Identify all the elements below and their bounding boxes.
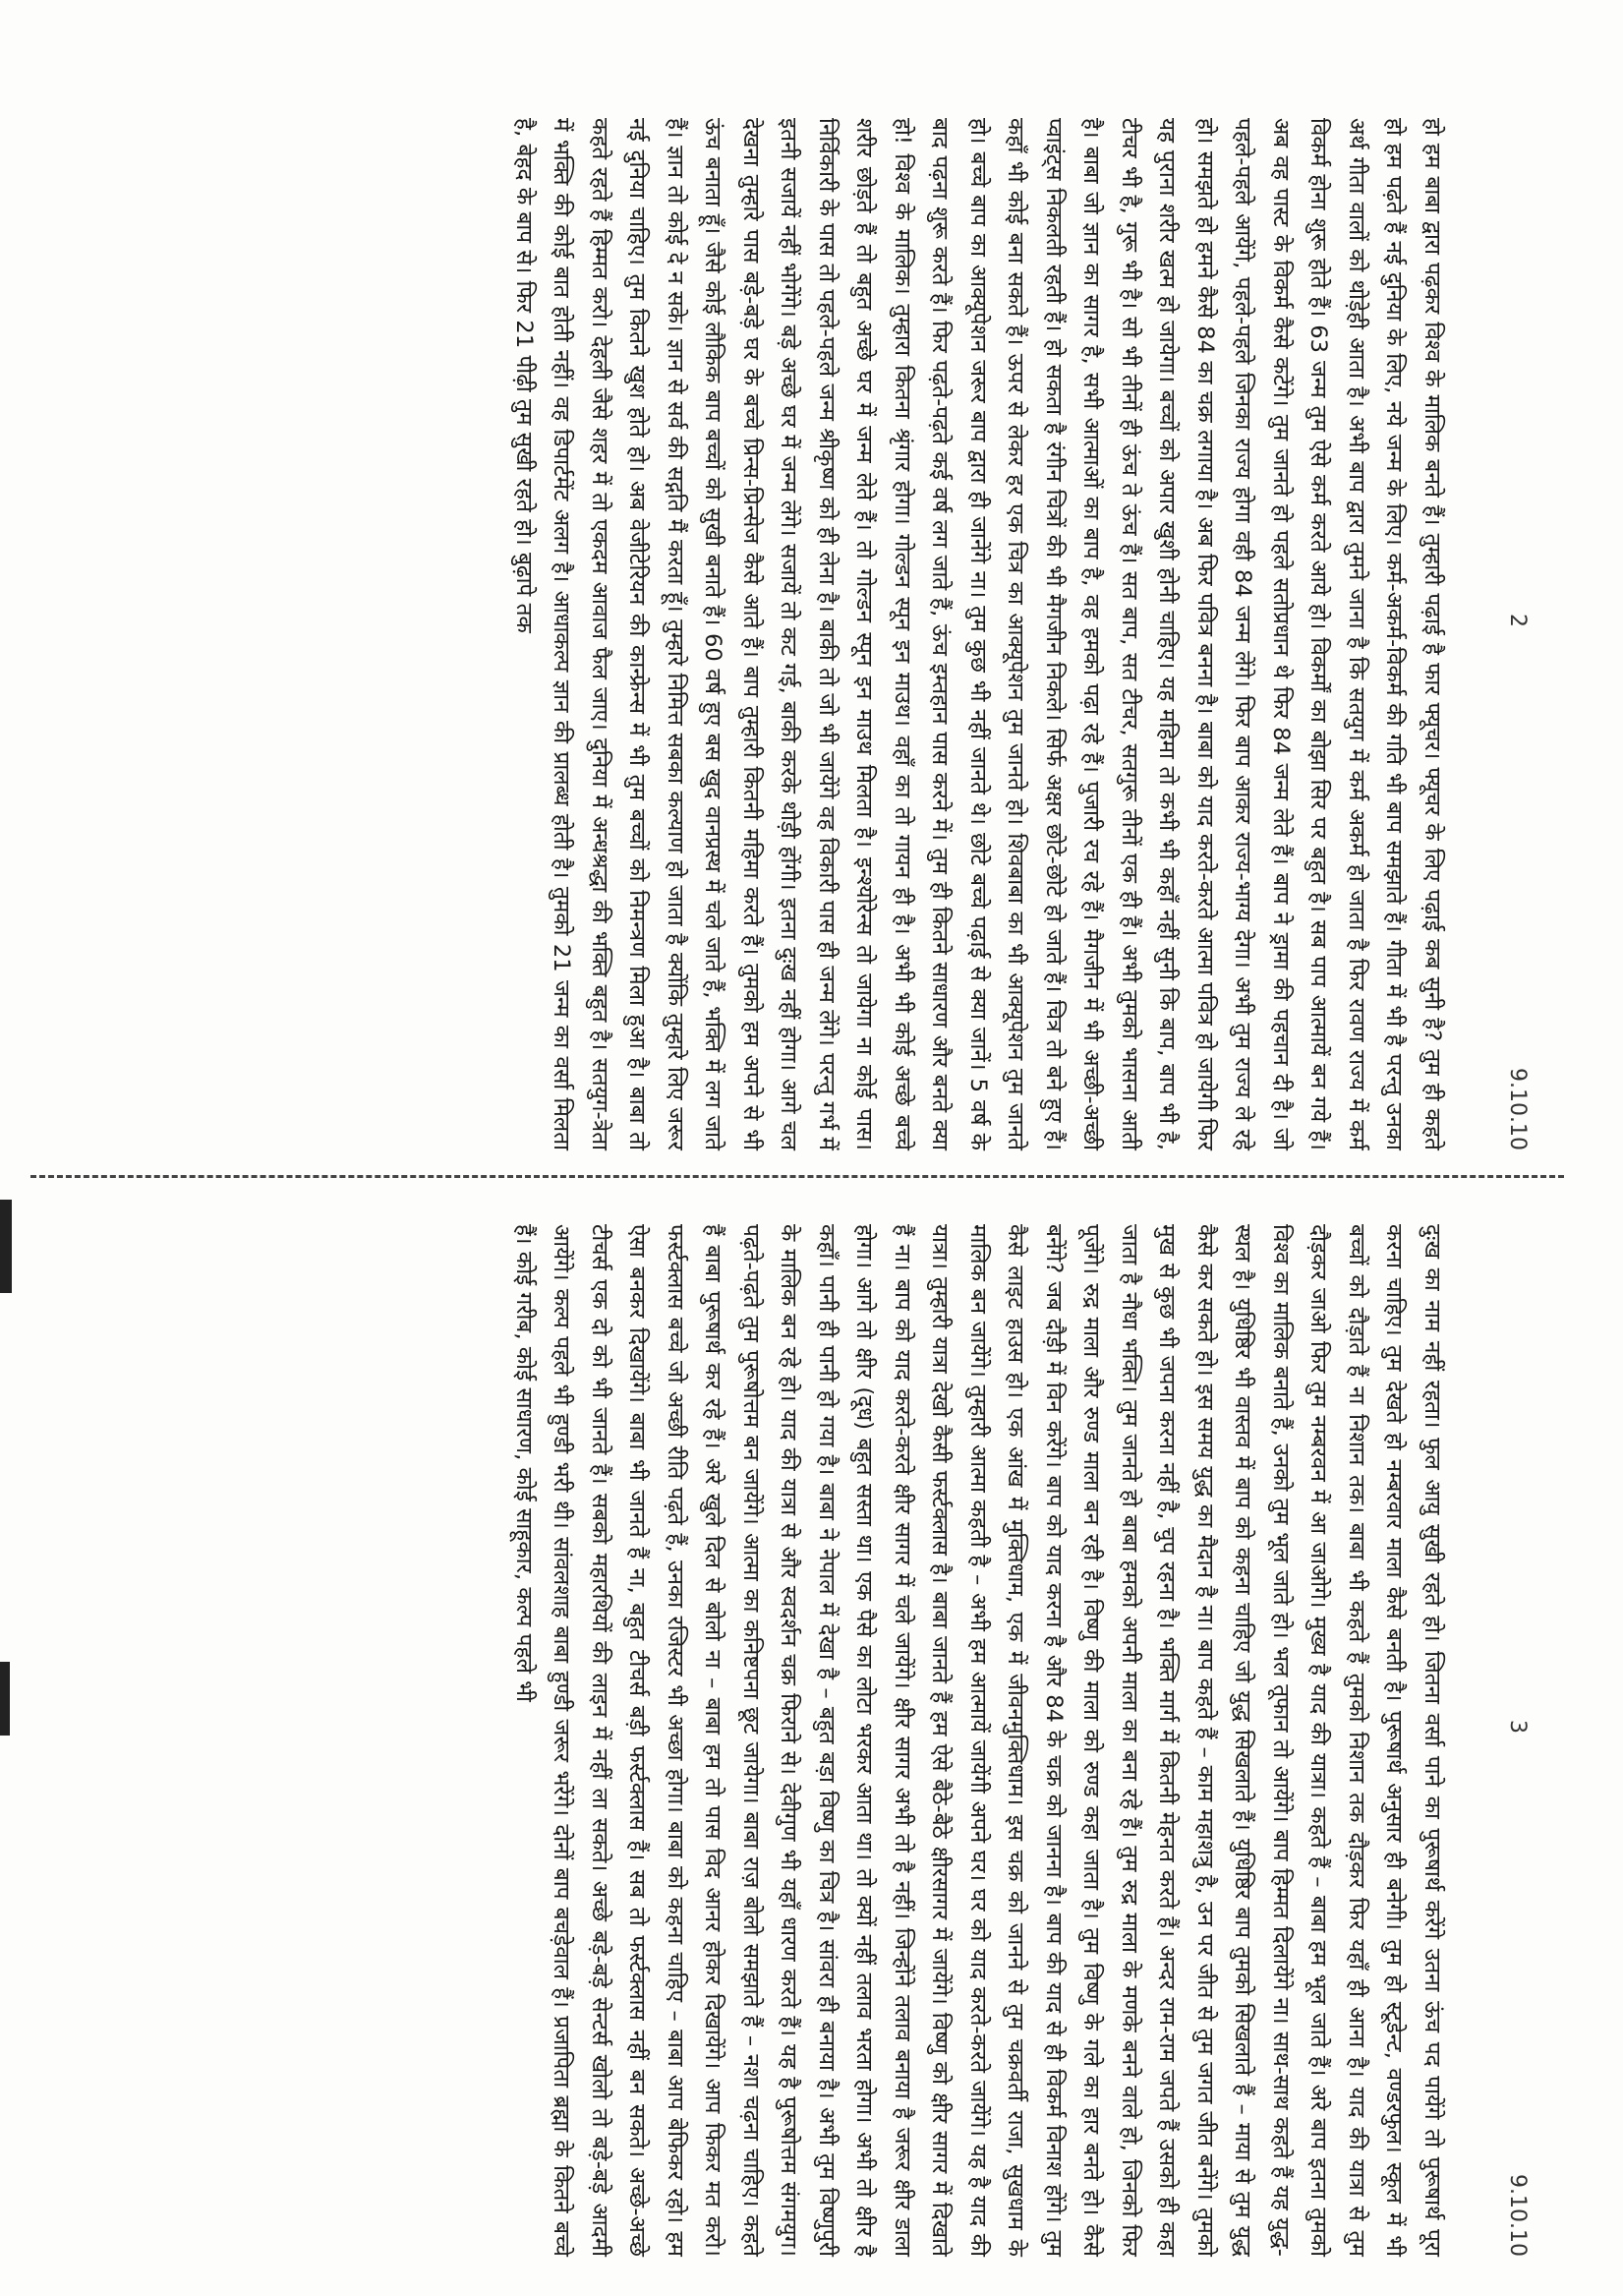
page-number: 2	[1505, 614, 1530, 627]
right-page-column	[45, 1224, 1530, 2257]
page-number: 3	[1505, 1720, 1530, 1734]
left-page-column	[45, 118, 1530, 1151]
page-text: दुःख का नाम नहीं रहता। फुल आयु सुखी रहते हो। जितना वर्सा पाने का पुरूषार्थ करेंगे उतना ऊंच पद पायेंगे तो पुरूषार्थ पूरा करना चाहिए। तुम देखते हो नम्बरवार माला कैसे बनती है। पुरूषार्थ अनुसार ही बनेगी। तुम हो स्टूडेन्ट, वण्डरफुल। स्कूल में भी बच्चों को दौड़ाते हैं ना निशान तक। बाबा भी कहते हैं तुमको निशान तक दौड़कर फिर यहाँ ही आना है। याद की यात्रा से तुम दौड़कर जाओ फिर तुम नम्बरवन में आ जाओगे। मुख्य है याद की यात्रा। कहते हैं – बाबा हम भूल जाते हैं। अरे बाप इतना तुमको विश्व का मालिक बनाते हैं, उनको तुम भूल जाते हो। भल तूफान तो आयेंगे। बाप हिम्मत दिलायेंगे ना। साथ-साथ कहते हैं यह युद्ध-स्थल है। युधिष्ठिर भी वास्तव में बाप को कहना चाहिए जो युद्ध सिखलाते हैं। युधिष्ठिर बाप तुमको सिखलाते हैं – माया से तुम युद्ध कैसे कर सकते हो। इस समय युद्ध का मैदान है ना। बाप कहते हैं – काम महाशत्रु है, उन पर जीत से तुम जगत जीत बनेंगे। तुमको मुख से कुछ भी जपना करना नहीं है, चुप रहना है। भक्ति मार्ग में कितनी मेहनत करते हैं। अन्दर राम-राम जपते हैं उसको ही कहा जाता है नौधा भक्ति। तुम जानते हो बाबा हमको अपनी माला का बना रहे हैं। तुम रुद्र माला के मणके बनने वाले हो, जिनको फिर पूजेंगे। रुद्र माला और रुण्ड माला बन रही है। विष्णु की माला को रुण्ड कहा जाता है। तुम विष्णु के गले का हार बनते हो। कैसे बनेंगे? जब दौड़ी में विन करेंगे। बाप को याद करना है और 84 के चक्र को जानना है। बाप की याद से ही विकर्म विनाश होंगे। तुम कैसे लाइट हाउस हो। एक आंख में मुक्तिधाम, एक में जीवनमुक्तिधाम। इस चक्र को जानने से तुम चक्रवर्ती राजा, सुखधाम के मालिक बन जायेंगे। तुम्हारी आत्मा कहती है – अभी हम आत्मायें जायेंगी अपने घर। घर को याद करते-करते जायेंगे। यह है याद की यात्रा। तुम्हारी यात्रा देखो कैसी फर्स्टक्लास है। बाबा जानते हैं हम ऐसे बैठे-बैठे क्षीरसागर में जायेंगे। विष्णु को क्षीर सागर में दिखाते हैं ना। बाप को याद करते-करते क्षीर सागर में चले जायेंगे। क्षीर सागर अभी तो है नहीं। जिन्होंने तलाव बनाया है जरूर क्षीर डाला होगा। आगे तो क्षीर (दूध) बहुत सस्ता था। एक पैसे का लोटा भरकर आता था। तो क्यों नहीं तलाव भरता होगा। अभी तो क्षीर है कहाँ। पानी ही पानी हो गया है। बाबा ने नेपाल में देखा है – बहुत बड़ा विष्णु का चित्र है। सांवरा ही बनाया है। अभी तुम विष्णुपुरी के मालिक बन रहे हो। याद की यात्रा से और स्वदर्शन चक्र फिराने से। देवीगुण भी यहाँ धारण करते हैं। यह है पुरूषोत्तम संगमयुग। पढ़ते-पढ़ते तुम पुरूषोत्तम बन जायेंगे। आत्मा का कनिष्टपना छूट जायेगा। बाबा राज़ बोलो समझाते हैं – नशा चढ़ना चाहिए। कहते हैं बाबा पुरूषार्थ कर रहे हैं। अरे खुले दिल से बोलो ना – बाबा हम तो पास विद आनर होकर दिखायेंगे। आप फिकर मत करो। फर्स्टक्लास बच्चे जो अच्छी रीति पढ़ते हैं, उनका रजिस्टर भी अच्छा होगा। बाबा को कहना चाहिए – बाबा आप बेफिकर रहो। हम ऐसा बनकर दिखायेंगे। बाबा भी जानते हैं ना, बहुत टीचर्स बड़ी फर्स्टक्लास हैं। सब तो फर्स्टक्लास नहीं बन सकते। अच्छे-अच्छे टीचर्स एक दो को भी जानते हैं। सबको महारथियों की लाइन में नहीं ला सकते। अच्छे बड़े-बड़े सेन्टर्स खोलो तो बड़े-बड़े आदमी आयेंगे। कल्प पहले भी हुण्डी भरी थी। सांवलशाह बाबा हुण्डी जरूर भरेंगे। दोनों बाप बचड़ेवाल हैं। प्रजापिता ब्रह्मा के कितने बच्चे हैं। कोई गरीब, कोई साधारण, कोई साहूकार, कल्प पहले भी	[511, 1224, 1445, 2257]
center-fold-line	[30, 1175, 1564, 1178]
scan-edge-mark	[0, 1662, 10, 1736]
page-text: हो हम बाबा द्वारा पढ़कर विश्व के मालिक बनते हैं। तुम्हारी पढ़ाई है फार फ्यूचर। फ्यूचर के लिए पढ़ाई कब सुनी है? तुम ही कहते हो हम पढ़ते हैं नई दुनिया के लिए, नये जन्म के लिए। कर्म-अकर्म-विकर्म की गति भी बाप समझाते हैं। गीता में भी है परन्तु उनका अर्थ गीता वालों को थोड़ेही आता है। अभी बाप द्वारा तुमने जाना है कि सतयुग में कर्म अकर्म हो जाता है फिर रावण राज्य में कर्म विकर्म होना शुरू होते हैं। 63 जन्म तुम ऐसे कर्म करते आये हो। विकर्मों का बोझा सिर पर बहुत है। सब पाप आत्मायें बन गये हैं। अब वह पास्ट के विकर्म कैसे कटेंगे। तुम जानते हो पहले सतोप्रधान थे फिर 84 जन्म लेते हैं। बाप ने ड्रामा की पहचान दी है। जो पहले-पहले आयेंगे, पहले-पहले जिनका राज्य होगा वही 84 जन्म लेंगे। फिर बाप आकर राज्य-भाग्य देगा। अभी तुम राज्य ले रहे हो। समझते हो हमने कैसे 84 का चक्र लगाया है। अब फिर पवित्र बनना है। बाबा को याद करते-करते आत्मा पवित्र हो जायेगी फिर यह पुराना शरीर खत्म हो जायेगा। बच्चों को अपार खुशी होनी चाहिए। यह महिमा तो कभी भी कहाँ नहीं सुनी कि बाप, बाप भी है, टीचर भी है, गुरू भी है। सो भी तीनों ही ऊंच ते ऊंच हैं। सत बाप, सत टीचर, सतगुरू तीनों एक ही हैं। अभी तुमको भासना आती है। बाबा जो ज्ञान का सागर है, सभी आत्माओं का बाप है, वह हमको पढ़ा रहे हैं। पुजारी रच रहे हैं। मैगजीन में भी अच्छी-अच्छी प्वाइंट्स निकलती रहती हैं। हो सकता है रंगीन चित्रों की भी मैगजीन निकले। सिर्फ अक्षर छोटे-छोटे हो जाते हैं। चित्र तो बने हुए हैं। कहाँ भी कोई बना सकते हैं। ऊपर से लेकर हर एक चित्र का आक्यूपेशन तुम जानते हो। शिवबाबा का भी आक्यूपेशन तुम जानते हो। बच्चे बाप का आक्यूपेशन जरूर बाप द्वारा ही जानेंगे ना। तुम कुछ भी नहीं जानते थे। छोटे बच्चे पढ़ाई से क्या जानें। 5 वर्ष के बाद पढ़ना शुरू करते हैं। फिर पढ़ते-पढ़ते कई वर्ष लग जाते हैं, ऊंच इम्तहान पास करने में। तुम ही कितने साधारण और बनते क्या हो! विश्व के मालिक। तुम्हारा कितना श्रृंगार होगा। गोल्डन स्पून इन माउथ। वहाँ का तो गायन ही है। अभी भी कोई अच्छे बच्चे शरीर छोड़ते हैं तो बहुत अच्छे घर में जन्म लेते हैं। तो गोल्डन स्पून इन माउथ मिलता है। इन्श्योरेन्स तो जायेगा ना कोई पास। निर्विकारी के पास तो पहले-पहले जन्म श्रीकृष्ण को ही लेना है। बाकी तो जो भी जायेंगे वह विकारी पास ही जन्म लेंगे। परन्तु गर्भ में इतनी सजायें नहीं भोगेंगे। बड़े अच्छे घर में जन्म लेंगे। सजायें तो कट गई, बाकी करके थोड़ी होंगी। इतना दुःख नहीं होगा। आगे चल देखना तुम्हारे पास बड़े-बड़े घर के बच्चे प्रिन्स-प्रिन्सेज कैसे आते हैं। बाप तुम्हारी कितनी महिमा करते हैं। तुमको हम अपने से भी ऊंच बनाता हूँ। जैसे कोई लौकिक बाप बच्चों को सुखी बनाते हैं। 60 वर्ष हुए बस खुद वानप्रस्थ में चले जाते हैं, भक्ति में लग जाते हैं। ज्ञान तो कोई दे न सके। ज्ञान से सर्व की सद्गति मैं करता हूँ। तुम्हारे निमित्त सबका कल्याण हो जाता है क्योंकि तुम्हारे लिए जरूर नई दुनिया चाहिए। तुम कितने खुश होते हो। अब वेजीटेरियन की कान्फ्रेन्स में भी तुम बच्चों को निमन्त्रण मिला हुआ है। बाबा तो कहते रहते हैं हिम्मत करो। देहली जैसे शहर में तो एकदम आवाज फैल जाए। दुनिया में अन्धश्रद्धा की भक्ति बहुत है। सतयुग-त्रेता में भक्ति की कोई बात होती नहीं। वह डिपार्टमेंट अलग है। आधाकल्प ज्ञान की प्रालब्ध होती है। तुमको 21 जन्म का वर्सा मिलता है, बेहद के बाप से। फिर 21 पीढ़ी तुम सुखी रहते हो। बुढ़ापे तक	[511, 118, 1445, 1151]
page-date: 9.10.10	[1505, 1068, 1530, 1150]
scan-edge-mark	[0, 1200, 12, 1293]
page-date: 9.10.10	[1505, 2174, 1530, 2257]
